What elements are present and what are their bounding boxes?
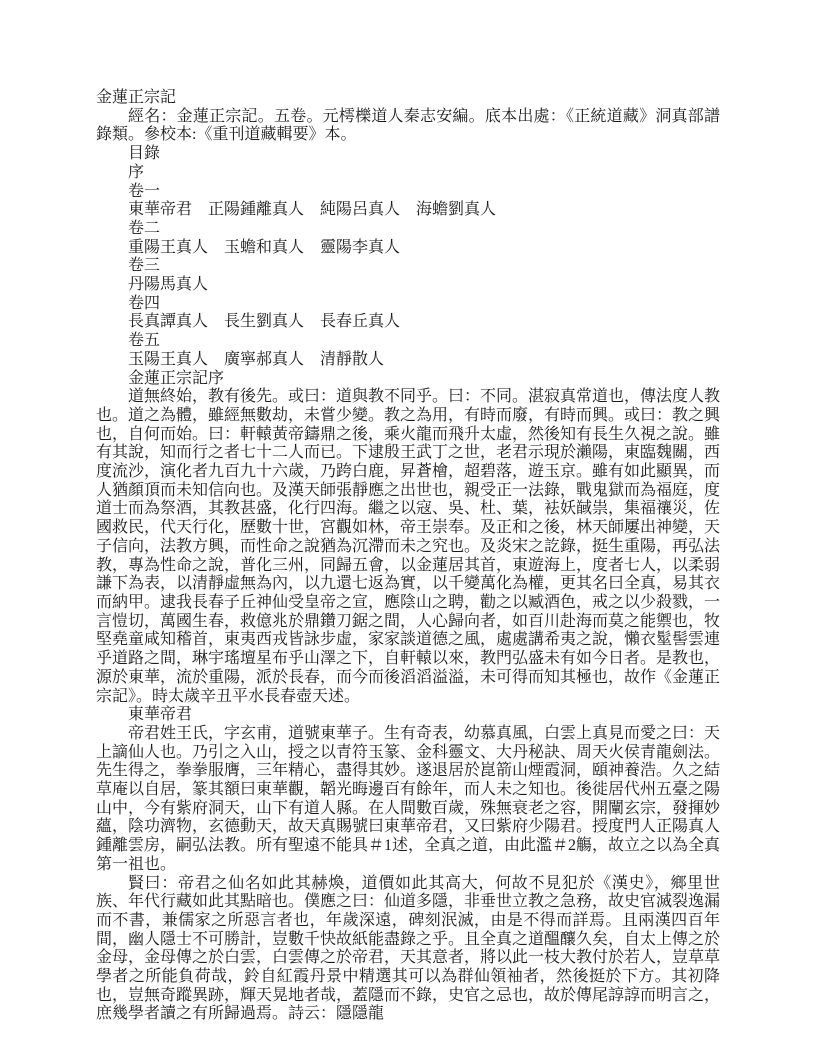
toc-volume-5-contents: 玉陽王真人 廣寧郝真人 清靜散人	[128, 350, 385, 368]
toc-volume-1-contents: 東華帝君 正陽鍾離真人 純陽呂真人 海蟾劉真人	[128, 201, 497, 219]
section-heading-donghua-dijun: 東華帝君	[128, 706, 193, 724]
edition-note: 經名：金蓮正宗記。五卷。元樗櫟道人秦志安編。底本出處：《正統道藏》洞真部譜錄類。參校本:《重刊道藏輯要》本。	[96, 107, 720, 144]
toc-volume-4-contents: 長真譚真人 長生劉真人 長春丘真人	[128, 313, 401, 331]
preface-paragraph: 道無終始，教有後先。或曰：道與教不同乎。曰：不同。湛寂真常道也，傳法度人教也。道之為體，雖經無數劫，未嘗少變。教之為用，有時而廢，有時而興。或曰：教之興也，自何而始。曰：軒轅黃帝鑄鼎之後，乘火龍而飛升太虛，然後知有長生久視之說。雖有其說，知而行之者七十二人而已。下逮殷王武丁之世，老君示現於瀨陽，東臨魏關，西度流沙，演化者九百九十六歲，乃跨白鹿，昇蒼檜，超碧落，遊玉京。雖有如此顯異，而人猶顏頂而未知信向也。及漢天師張靜應之出世也，親受正一法錄，戰鬼獄而為福庭，度道士而為祭酒，其教甚盛，化行四海。繼之以寇、吳、杜、葉，袪妖馘祟，集福禳災，佐國救民，代天行化，歷數十世，宮觀如林，帝王崇奉。及正和之後，林天師屢出神變，天子信向，法教方興，而性命之說猶為沉滯而未之究也。及炎宋之訖錄，挺生重陽，再弘法教，專為性命之說，普化三州，同歸五會，以金蓮居其首，東遊海上，度者七人，以柔弱謙下為表，以清靜虛無為內，以九還七返為實，以千變萬化為權，更其名曰全真，易其衣而納甲。逮我長春子丘神仙受皇帝之宣，應陰山之聘，勸之以臧酒色，戒之以少殺戮，一言愷切，萬國生春，救億兆於鼎鑽刀鋸之間，人心歸向者，如百川赴海而莫之能禦也，牧堅堯童咸知稽首，東夷西戎皆詠步虛，家家談道德之風，處處講希夷之說，懶衣髽髻雲連乎道路之間，琳宇瑤壇星布乎山澤之下，自軒轅以來，教門弘盛未有如今日者。是教也，源於東華，流於重陽，派於長春，而今而後滔滔溢溢，未可得而知其極也，故作《金蓮正宗記》。時太歲辛丑平水長春壺天述。	[96, 388, 721, 705]
toc-heading: 目錄	[128, 145, 161, 163]
toc-item-volume-4: 卷四	[128, 294, 161, 312]
toc-volume-3-contents: 丹陽馬真人	[128, 276, 209, 294]
section-heading-preface: 金蓮正宗記序	[128, 369, 225, 387]
donghua-dijun-biography-paragraph: 帝君姓王氏，字玄甫，道號東華子。生有奇表，幼慕真風，白雲上真見而愛之曰：天上謫仙人也。乃引之入山，授之以青符玉篆、金科靈文、大丹秘訣、周天火侯青龍劍法。先生得之，拳拳服膺，三年精心，盡得其妙。遂退居於崑箭山煙霞洞，頤神養浩。久之結草庵以自居，篆其額曰東華觀，韜光晦邊百有餘年，而人未之知也。後徙居代州五臺之陽山中，今有紫府洞天，山下有道人縣。在人間數百歲，殊無衰老之容，開闡玄宗，發揮妙蘊，陰功濟物，玄德動天，故天真賜號曰東華帝君，又曰紫府少陽君。授度門人正陽真人鍾離雲房，嗣弘法教。所有聖遠不能具＃1述，全真之道，由此濫＃2觴，故立之以為全真第一祖也。	[96, 724, 721, 873]
commentary-paragraph: 賢曰：帝君之仙名如此其赫煥，道價如此其高大，何故不見犯於《漢史》，鄉里世族、年代行藏如此其點暗也。僕應之曰：仙道多隱，非垂世立教之急務，故史官滅裂逸漏而不書，兼儒家之所惡言者也，年歲深遠，碑刻泯滅，由是不得而詳焉。且兩漢四百年間，幽人隱士不可勝計，豈數千快故紙能盡錄之乎。且全真之道醞釀久矣，自太上傳之於金母，金母傳之於白雲，白雲傳之於帝君，天其意者，將以此一枝大教付於若人，豈草草學者之所能負荷哉，鈴自紅霞丹景中精選其可以為群仙領袖者，然後挺於下方。其初降也，豈無奇蹤異跡，輝天晃地者哉，蓋隱而不錄，史官之忌也，故於傳尾諄諄而明言之，庶幾學者讀之有所歸過焉。詩云：隱隱龍	[96, 874, 721, 1023]
toc-item-volume-2: 卷二	[128, 219, 161, 237]
document-title: 金蓮正宗記	[96, 89, 177, 106]
toc-item-volume-5: 卷五	[128, 332, 161, 350]
toc-item-volume-1: 卷一	[128, 182, 161, 200]
toc-item-volume-3: 卷三	[128, 257, 161, 275]
toc-item-preface: 序	[128, 163, 145, 181]
toc-volume-2-contents: 重陽王真人 玉蟾和真人 靈陽李真人	[128, 238, 401, 256]
